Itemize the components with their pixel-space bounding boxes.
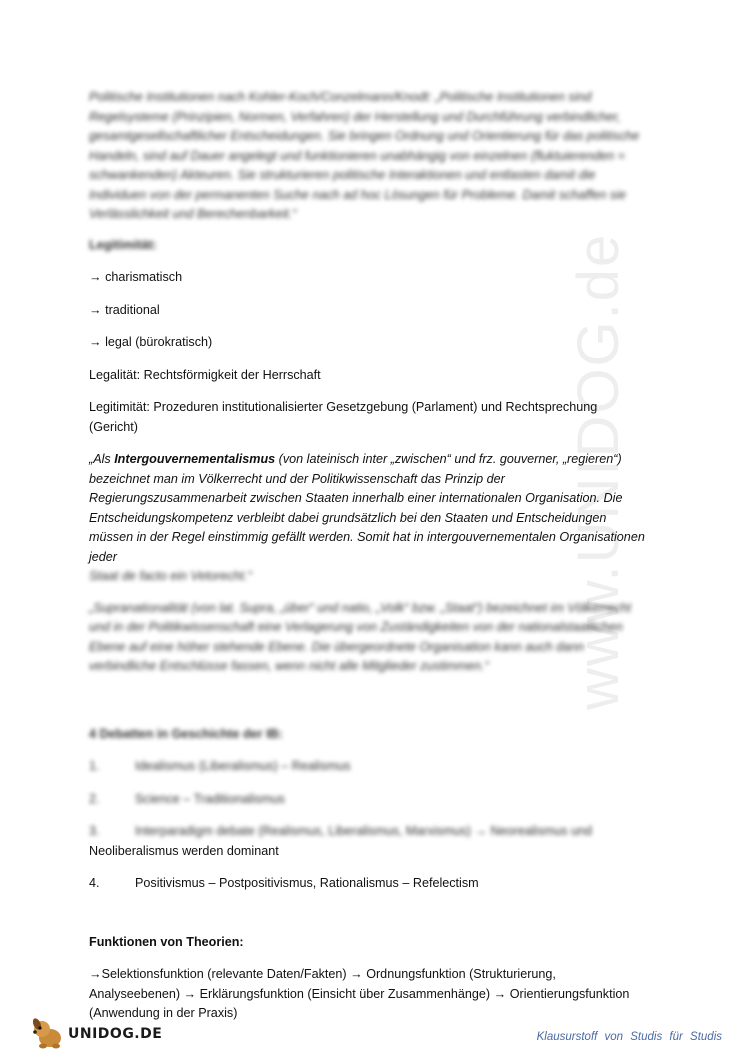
list-number: 3. [89, 824, 100, 838]
unidog-logo [28, 1012, 168, 1052]
legitimitaet-definition: Legitimität: Prozeduren institutionalisierter Gesetzgebung (Parlament) und Rechtsprechung (Gericht) [89, 400, 598, 434]
arrow-item-legal: → legal (bürokratisch) [89, 335, 213, 349]
arrow-item-charismatisch: → charismatisch [89, 270, 183, 284]
logo-text: UNIDOG.DE [68, 1026, 163, 1042]
intergouvernementalismus-quote [89, 450, 649, 567]
blurred-political-institutions [89, 88, 649, 225]
blurred-legitimitaet-heading: Legitimität: [89, 237, 157, 252]
footer-tagline: Klausurstoff von Studis für Studis [536, 1031, 722, 1043]
list-number: 4. [89, 876, 100, 890]
quote-rest: (von lateinisch inter „zwischen“ und frz. gouverner, „regieren“) bezeichnet man im Völkerrecht und der Politikwissenschaft das Prinzip der Regierungszusammenarbeit zwischen Staaten innerhalb einer internationalen Organisation. Die Entscheidungskompetenz verbleibt dabei grundsätzlich bei den Staaten und Entscheidungen müssen in der Regel einstimmig gefällt werden. Somit hat in intergouvernementalen Organisationen jeder [89, 452, 645, 564]
blurred-debates-heading: 4 Debatten in Geschichte der IB: [89, 726, 283, 741]
dog-mascot-icon [28, 1012, 68, 1052]
list-text: Idealismus (Liberalismus) – Realismus [135, 759, 351, 773]
list-text: Interparadigm debate (Realismus, Liberalismus, Marxismus) → Neorealismus und [135, 824, 593, 838]
document-body [89, 88, 649, 1024]
debate-4 [89, 874, 649, 894]
blurred-supranationalitaet: „Supranationalität (von lat. Supra, „über“ und natio, „Volk“ bzw. „Staat“) bezeichnet im Völkerrecht und in der Politikwissenschaft eine Verlagerung von Zuständigkeiten von der nationalstaatlichen Ebene auf eine höher stehende Ebene. Die übergeordnete Organisation kann auch dann verbindliche Entschlüsse fassen, wenn nicht alle Mitglieder zustimmen.“ [89, 600, 632, 673]
list-text: Positivismus – Postpositivismus, Rationalismus – Refelectism [135, 876, 479, 890]
quote-term: Intergouvernementalismus [114, 452, 276, 466]
blurred-debate-1 [89, 757, 649, 777]
funktionen-heading: Funktionen von Theorien: [89, 934, 244, 949]
blurred-debate-2 [89, 790, 649, 810]
funktionen-text: →Selektionsfunktion (relevante Daten/Fakten) → Ordnungsfunktion (Strukturierung, Analyseebenen) → Erklärungsfunktion (Einsicht über Zusammenhänge) → Orientierungsfunktion (Anwendung in der Praxis) [89, 967, 630, 1020]
debate-3-continuation: Neoliberalismus werden dominant [89, 843, 279, 858]
blurred-debate-3 [89, 822, 649, 842]
blurred-veto-line: Staat de facto ein Vetorecht.“ [89, 569, 252, 583]
quote-prefix: „Als [89, 452, 115, 466]
list-number: 1. [89, 759, 100, 773]
arrow-item-traditional: → traditional [89, 302, 160, 317]
legalitaet-definition: Legalität: Rechtsförmigkeit der Herrschaft [89, 367, 321, 382]
watermark: www.UNIDOG.de [566, 232, 631, 710]
list-text: Science – Traditionalismus [135, 791, 285, 806]
blurred-text: Politische Institutionen nach Kohler-Koch/Conzelmann/Knodt: „Politische Institutionen sind Regelsysteme (Prinzipien, Normen, Verfahren) der Herstellung und Durchführung verbindlicher, gesamtgesellschaftlicher Entscheidungen. Sie bringen Ordnung und Orientierung für das politische Handeln, sind auf Dauer angelegt und funktionieren unabhängig von einzelnen (fluktuierenden = schwankenden) Akteuren. Sie strukturieren politische Interaktionen und entlasten damit die Individuen von der permanenten Suche nach ad hoc Lösungen für Probleme. Damit schaffen sie Verlässlichkeit und Berechenbarkeit.“ [89, 90, 640, 221]
list-number: 2. [89, 791, 100, 806]
